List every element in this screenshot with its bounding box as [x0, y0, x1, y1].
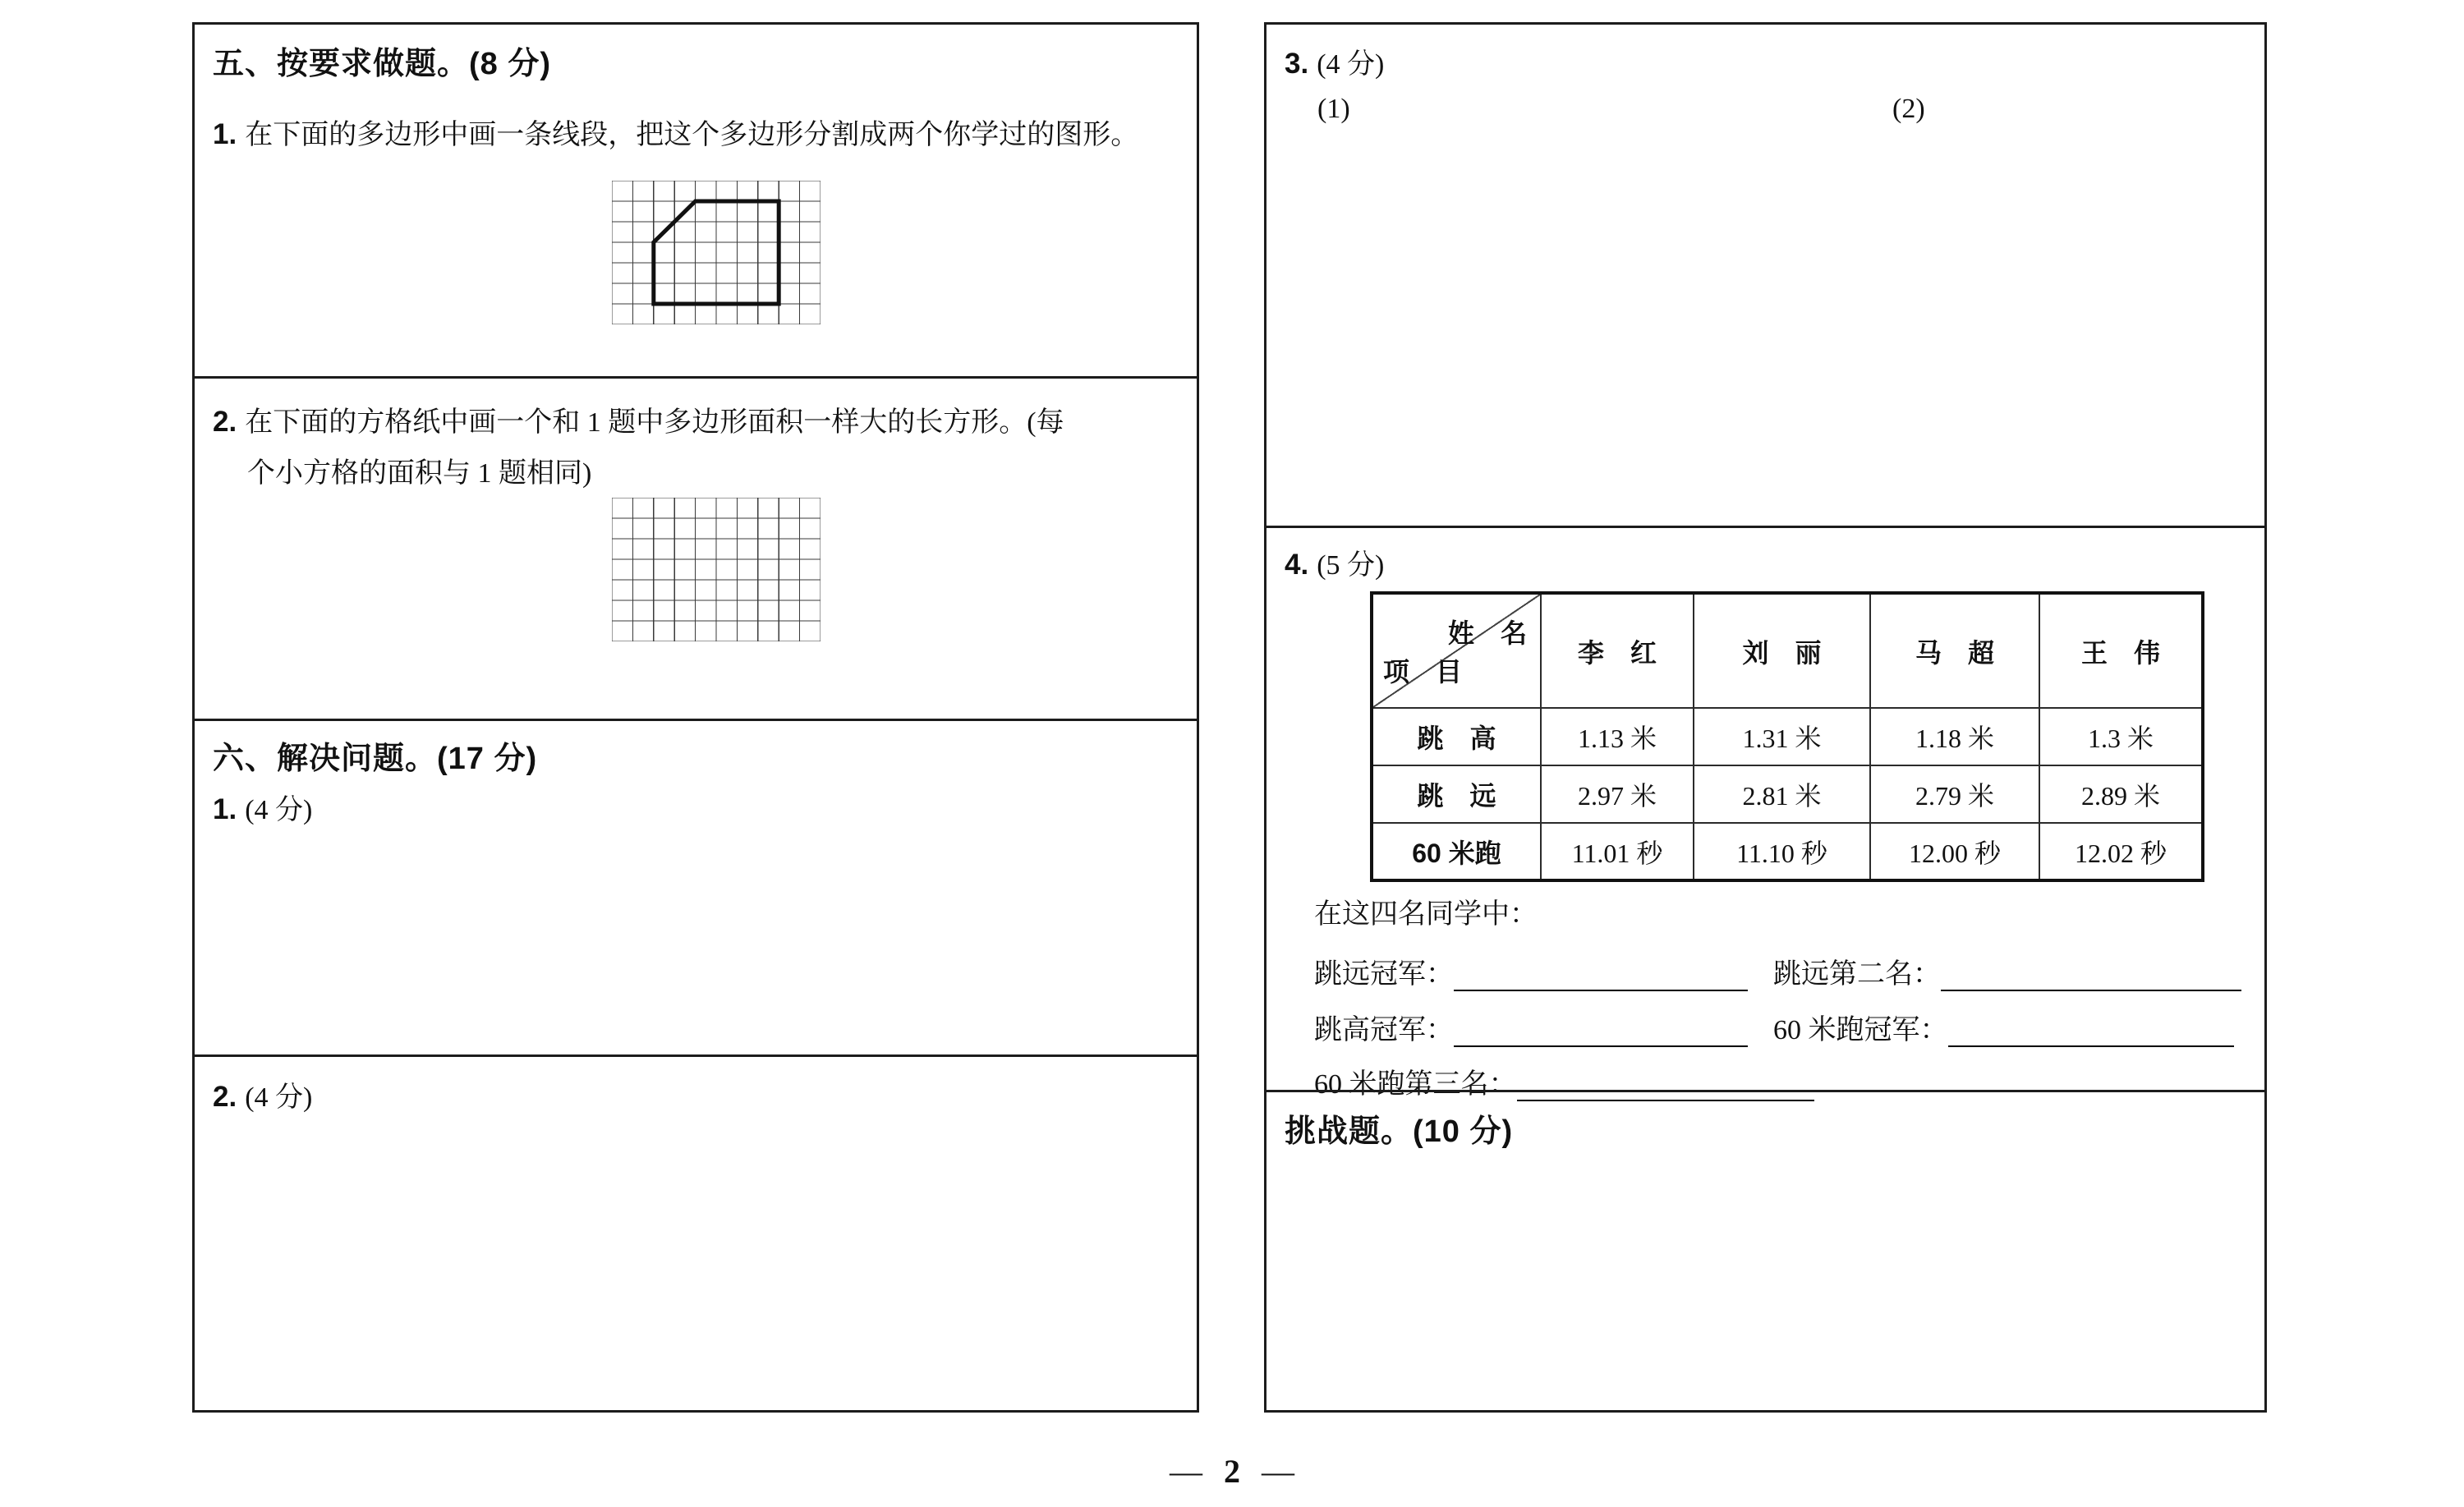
question1-text: 在下面的多边形中画一条线段，把这个多边形分割成两个你学过的图形。	[245, 120, 1139, 150]
section-divider	[194, 1054, 1198, 1057]
blank-label-long-jump-second: 跳远第二名：	[1773, 959, 1941, 990]
grid-paper-with-polygon	[612, 181, 821, 324]
question6-1-row	[213, 787, 312, 827]
question4-score: (5 分)	[1317, 550, 1385, 581]
question6-2-number: 2.	[213, 1081, 237, 1113]
column-header: 刘 丽	[1694, 593, 1870, 708]
challenge-title: 挑战题。(10 分)	[1285, 1114, 1514, 1149]
section-divider	[194, 719, 1198, 721]
table-row	[1372, 765, 2203, 823]
fill-in-blank	[1517, 1065, 1814, 1101]
question4-row	[1285, 542, 1384, 582]
fill-in-blank	[1948, 1011, 2234, 1047]
results-table	[1370, 591, 2204, 882]
question3-number: 3.	[1285, 48, 1309, 80]
table-cell: 12.02 秒	[2039, 823, 2203, 880]
question1-row	[213, 112, 1138, 152]
fill-in-blank	[1454, 955, 1748, 991]
column-header: 马 超	[1870, 593, 2039, 708]
question6-2-row	[213, 1074, 312, 1114]
question4-number: 4.	[1285, 549, 1309, 581]
table-cell: 2.79 米	[1870, 765, 2039, 823]
table-corner-cell	[1372, 593, 1541, 708]
question6-1-number: 1.	[213, 793, 237, 825]
column-header: 李 红	[1541, 593, 1694, 708]
footer-right-dash: —	[1262, 1453, 1294, 1490]
question2-number: 2.	[213, 406, 237, 438]
section-divider	[194, 376, 1198, 379]
blank-item	[1314, 1061, 1814, 1101]
question3-sub1-label: (1)	[1317, 94, 1350, 124]
table-cell: 11.01 秒	[1541, 823, 1694, 880]
blank-label-60m-champion: 60 米跑冠军：	[1773, 1015, 1948, 1045]
row-label: 跳 高	[1372, 708, 1541, 765]
empty-grid-paper	[612, 498, 821, 641]
blank-item	[1773, 1007, 2234, 1047]
blank-label-long-jump-champion: 跳远冠军：	[1314, 959, 1454, 990]
page-footer	[0, 1452, 2464, 1491]
column-header: 王 伟	[2039, 593, 2203, 708]
question1-number: 1.	[213, 118, 237, 150]
question2-row	[213, 399, 1064, 439]
table-cell: 1.13 米	[1541, 708, 1694, 765]
footer-left-dash: —	[1170, 1453, 1202, 1490]
blank-label-60m-third: 60 米跑第三名：	[1314, 1069, 1517, 1100]
blanks-intro: 在这四名同学中：	[1314, 899, 1538, 930]
section5-title: 五、按要求做题。(8 分)	[213, 47, 552, 81]
question6-1-score: (4 分)	[245, 795, 313, 825]
table-cell: 2.89 米	[2039, 765, 2203, 823]
table-cell: 1.3 米	[2039, 708, 2203, 765]
row-label: 跳 远	[1372, 765, 1541, 823]
fill-in-blank	[1941, 955, 2241, 991]
corner-item-label: 项 目	[1383, 657, 1463, 687]
section-divider	[1266, 526, 2265, 528]
table-cell: 11.10 秒	[1694, 823, 1870, 880]
blank-item	[1314, 951, 1748, 991]
table-cell: 1.18 米	[1870, 708, 2039, 765]
blank-item	[1773, 951, 2241, 991]
page-number: 2	[1224, 1453, 1240, 1490]
table-header-row	[1372, 593, 2203, 708]
table-cell: 2.97 米	[1541, 765, 1694, 823]
table-cell: 12.00 秒	[1870, 823, 2039, 880]
right-page-panel	[1264, 22, 2267, 1413]
table-cell: 2.81 米	[1694, 765, 1870, 823]
blank-item	[1314, 1007, 1748, 1047]
row-label: 60 米跑	[1372, 823, 1541, 880]
section6-title: 六、解决问题。(17 分)	[213, 742, 538, 776]
fill-in-blank	[1454, 1011, 1748, 1047]
section-divider	[1266, 1090, 2265, 1092]
question6-2-score: (4 分)	[245, 1082, 313, 1113]
table-row	[1372, 823, 2203, 880]
blank-label-high-jump-champion: 跳高冠军：	[1314, 1015, 1454, 1045]
question3-sub2-label: (2)	[1892, 94, 1925, 124]
table-cell: 1.31 米	[1694, 708, 1870, 765]
question3-row	[1285, 41, 1384, 81]
question2-text-line2: 个小方格的面积与 1 题相同)	[247, 458, 592, 489]
corner-name-label: 姓 名	[1447, 618, 1527, 648]
table-row	[1372, 708, 2203, 765]
left-page-panel	[192, 22, 1199, 1413]
question2-text-line1: 在下面的方格纸中画一个和 1 题中多边形面积一样大的长方形。(每	[245, 407, 1064, 438]
question3-score: (4 分)	[1317, 49, 1385, 80]
